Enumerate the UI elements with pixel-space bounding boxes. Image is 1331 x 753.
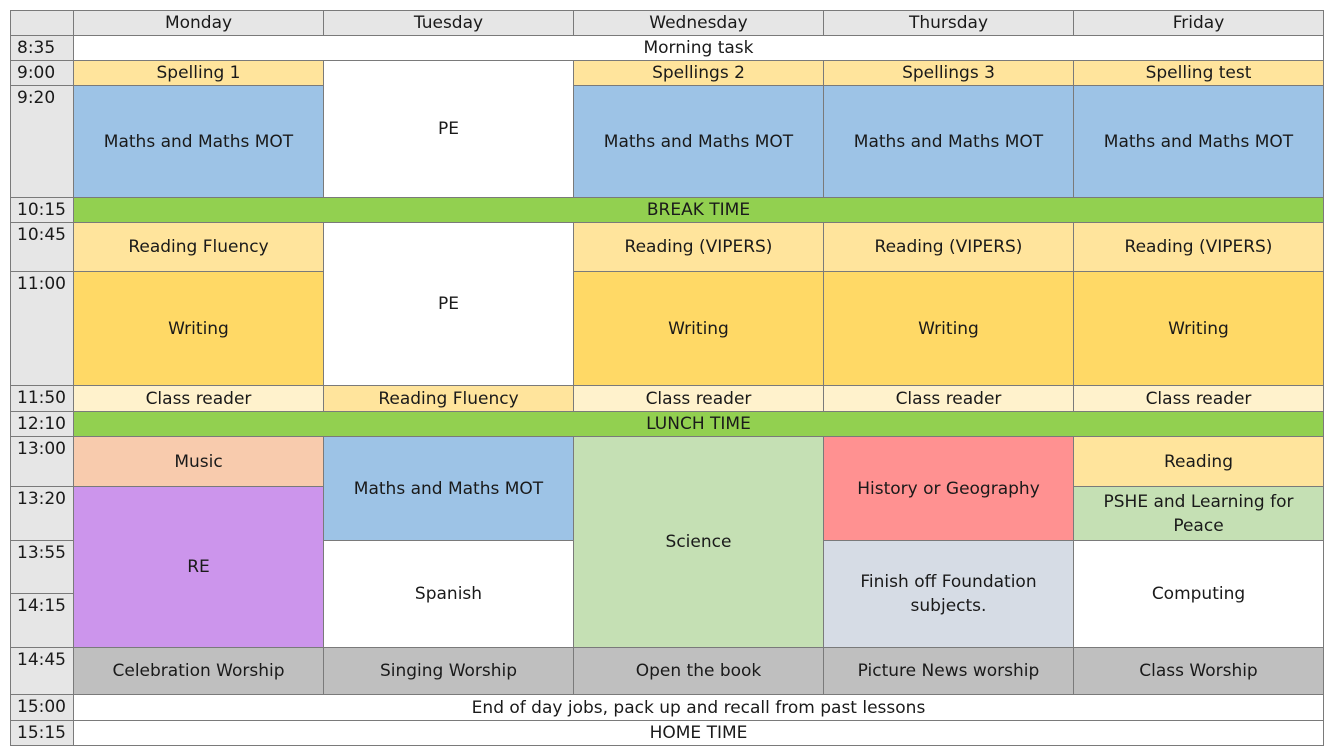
thursday-foundation-cell: Finish off Foundation subjects. — [824, 541, 1074, 648]
thursday-history-geography-cell: History or Geography — [824, 437, 1074, 541]
row-0900 — [11, 61, 1324, 86]
time-label: 14:45 — [11, 648, 74, 695]
friday-writing-cell: Writing — [1074, 272, 1324, 386]
time-label: 13:00 — [11, 437, 74, 487]
time-label: 14:15 — [11, 594, 74, 648]
row-1210 — [11, 412, 1324, 437]
time-label: 15:15 — [11, 721, 74, 746]
wednesday-worship-cell: Open the book — [574, 648, 824, 695]
row-1100 — [11, 272, 1324, 386]
row-1045 — [11, 223, 1324, 272]
time-label: 9:00 — [11, 61, 74, 86]
tuesday-maths-cell: Maths and Maths MOT — [324, 437, 574, 541]
day-header-friday: Friday — [1074, 11, 1324, 36]
monday-writing-cell: Writing — [74, 272, 324, 386]
row-1150 — [11, 386, 1324, 412]
row-1515 — [11, 721, 1324, 746]
thursday-spelling-cell: Spellings 3 — [824, 61, 1074, 86]
wednesday-maths-cell: Maths and Maths MOT — [574, 86, 824, 198]
time-label: 11:00 — [11, 272, 74, 386]
day-header-tuesday: Tuesday — [324, 11, 574, 36]
thursday-writing-cell: Writing — [824, 272, 1074, 386]
row-0920 — [11, 86, 1324, 198]
home-time-cell: HOME TIME — [74, 721, 1324, 746]
thursday-reading-cell: Reading (VIPERS) — [824, 223, 1074, 272]
monday-music-cell: Music — [74, 437, 324, 487]
time-label: 11:50 — [11, 386, 74, 412]
friday-computing-cell: Computing — [1074, 541, 1324, 648]
weekly-timetable — [10, 10, 1324, 746]
monday-maths-cell: Maths and Maths MOT — [74, 86, 324, 198]
friday-class-reader-cell: Class reader — [1074, 386, 1324, 412]
morning-task-cell: Morning task — [74, 36, 1324, 61]
tuesday-pe-cell: PE — [324, 223, 574, 386]
monday-class-reader-cell: Class reader — [74, 386, 324, 412]
row-1015 — [11, 198, 1324, 223]
monday-spelling-cell: Spelling 1 — [74, 61, 324, 86]
wednesday-spelling-cell: Spellings 2 — [574, 61, 824, 86]
time-label: 9:20 — [11, 86, 74, 198]
time-label: 15:00 — [11, 695, 74, 721]
friday-reading-cell: Reading — [1074, 437, 1324, 487]
friday-pshe-cell: PSHE and Learning for Peace — [1074, 487, 1324, 541]
tuesday-worship-cell: Singing Worship — [324, 648, 574, 695]
break-time-cell: BREAK TIME — [74, 198, 1324, 223]
day-header-wednesday: Wednesday — [574, 11, 824, 36]
end-of-day-cell: End of day jobs, pack up and recall from past lessons — [74, 695, 1324, 721]
time-label: 8:35 — [11, 36, 74, 61]
thursday-worship-cell: Picture News worship — [824, 648, 1074, 695]
wednesday-reading-cell: Reading (VIPERS) — [574, 223, 824, 272]
lunch-time-cell: LUNCH TIME — [74, 412, 1324, 437]
day-header-monday: Monday — [74, 11, 324, 36]
time-label: 13:20 — [11, 487, 74, 541]
row-1300 — [11, 437, 1324, 487]
time-label: 13:55 — [11, 541, 74, 594]
day-header-thursday: Thursday — [824, 11, 1074, 36]
row-1500 — [11, 695, 1324, 721]
friday-spelling-cell: Spelling test — [1074, 61, 1324, 86]
monday-re-cell: RE — [74, 487, 324, 648]
row-0835 — [11, 36, 1324, 61]
friday-maths-cell: Maths and Maths MOT — [1074, 86, 1324, 198]
corner-cell — [11, 11, 74, 36]
thursday-maths-cell: Maths and Maths MOT — [824, 86, 1074, 198]
friday-reading-cell: Reading (VIPERS) — [1074, 223, 1324, 272]
header-row — [11, 11, 1324, 36]
time-label: 12:10 — [11, 412, 74, 437]
tuesday-spanish-cell: Spanish — [324, 541, 574, 648]
monday-worship-cell: Celebration Worship — [74, 648, 324, 695]
wednesday-science-cell: Science — [574, 437, 824, 648]
tuesday-pe-morning-cell: PE — [324, 61, 574, 198]
time-label: 10:15 — [11, 198, 74, 223]
wednesday-writing-cell: Writing — [574, 272, 824, 386]
thursday-class-reader-cell: Class reader — [824, 386, 1074, 412]
tuesday-reading-fluency-cell: Reading Fluency — [324, 386, 574, 412]
row-1445 — [11, 648, 1324, 695]
wednesday-class-reader-cell: Class reader — [574, 386, 824, 412]
time-label: 10:45 — [11, 223, 74, 272]
monday-reading-fluency-cell: Reading Fluency — [74, 223, 324, 272]
friday-worship-cell: Class Worship — [1074, 648, 1324, 695]
